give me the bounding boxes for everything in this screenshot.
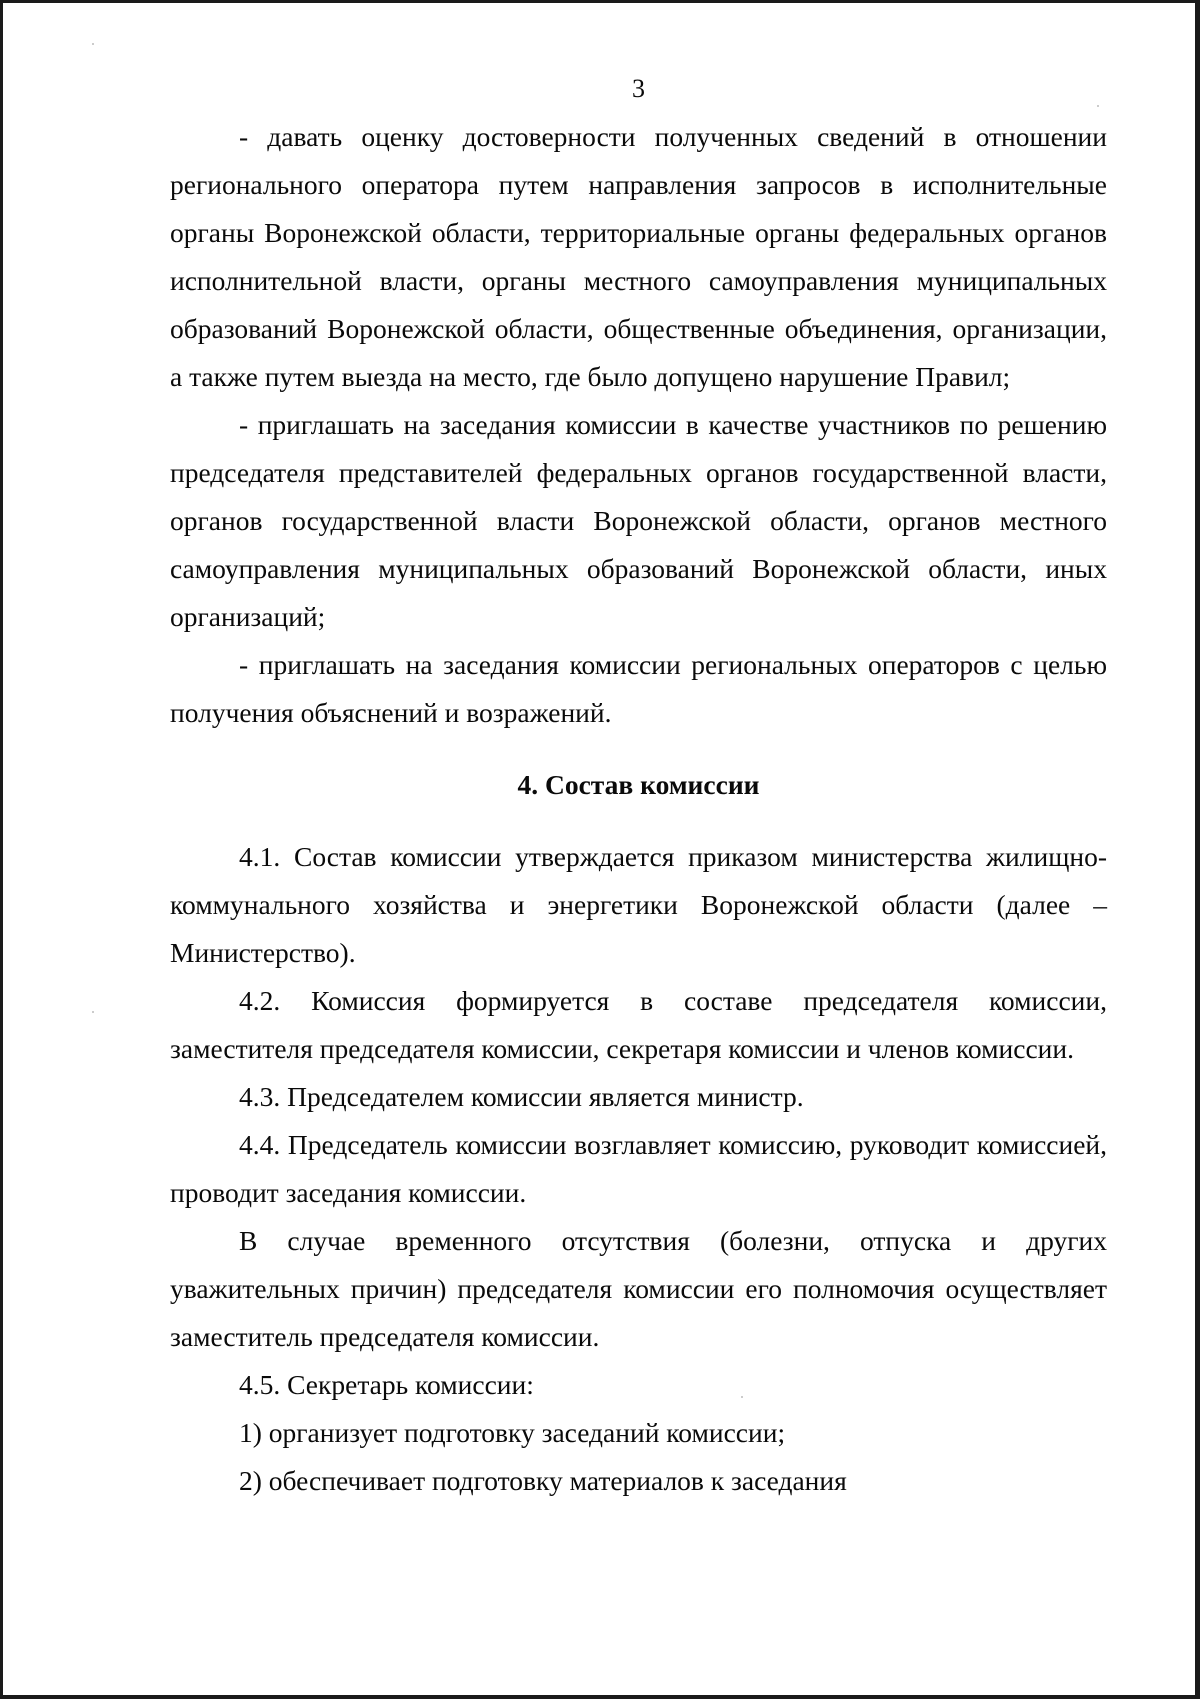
scan-speck <box>92 43 94 45</box>
section-heading: 4. Состав комиссии <box>517 769 760 800</box>
scan-speck <box>741 1396 743 1398</box>
scan-speck <box>92 1011 94 1013</box>
paragraph-4-1: 4.1. Состав комиссии утверждается приказом министерства жилищно-коммунального хозяйства и энергетики Воронежской области (далее – Министерство). <box>170 841 1107 968</box>
paragraph-invite-representatives: - приглашать на заседания комиссии в качестве участников по решению председателя представителей федеральных органов государственной власти, органов государственной власти Воронежской области, органов местного самоуправления муниципальных образований Воронежской области, иных организаций; <box>170 409 1107 632</box>
paragraph-4-2: 4.2. Комиссия формируется в составе председателя комиссии, заместителя председателя комиссии, секретаря комиссии и членов комиссии. <box>170 985 1107 1064</box>
paragraph-4-4: 4.4. Председатель комиссии возглавляет комиссию, руководит комиссией, проводит заседания комиссии. <box>170 1129 1107 1208</box>
document-body <box>170 65 1107 1505</box>
page-number: 3 <box>632 74 645 103</box>
scan-speck <box>1097 105 1099 107</box>
list-item-2: 2) обеспечивает подготовку материалов к заседания <box>239 1465 847 1496</box>
paragraph-assess-reliability: - давать оценку достоверности полученных сведений в отношении регионального оператора путем направления запросов в исполнительные органы Воронежской области, территориальные органы федеральных органов исполнительной власти, органы местного самоуправления муниципальных образований Воронежской области, общественные объединения, организации, а также путем выезда на место, где было допущено нарушение Правил; <box>170 121 1107 392</box>
paragraph-4-3: 4.3. Председателем комиссии является министр. <box>239 1081 804 1112</box>
list-item-1: 1) организует подготовку заседаний комиссии; <box>239 1417 786 1448</box>
paragraph-temporary-absence: В случае временного отсутствия (болезни, отпуска и других уважительных причин) председателя комиссии его полномочия осуществляет заместитель председателя комиссии. <box>170 1225 1107 1352</box>
heading-spacing <box>170 809 1107 833</box>
paragraph-4-5: 4.5. Секретарь комиссии: <box>239 1369 534 1400</box>
paragraph-invite-operators: - приглашать на заседания комиссии региональных операторов с целью получения объяснений и возражений. <box>170 649 1107 728</box>
